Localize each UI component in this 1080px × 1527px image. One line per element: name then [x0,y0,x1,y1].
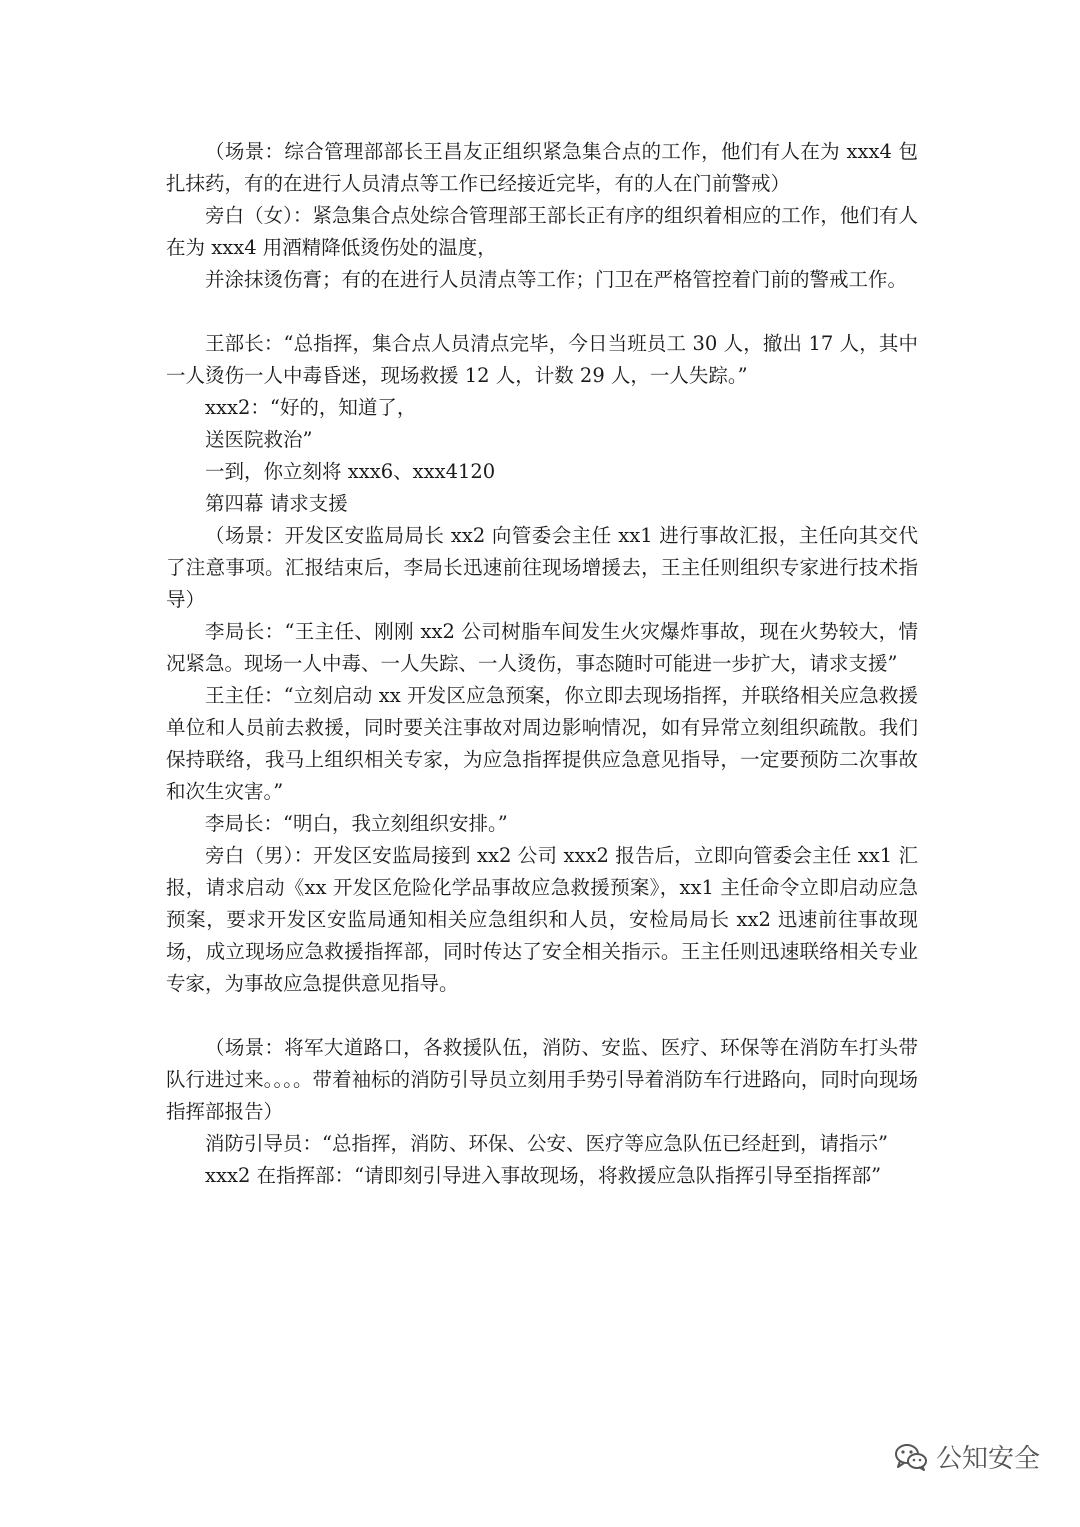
paragraph: （场景：综合管理部部长王昌友正组织紧急集合点的工作，他们有人在为 xxx4 包扎抹药，有的在进行人员清点等工作已经接近完毕，有的人在门前警戒） [166,140,918,195]
wechat-icon [894,1442,928,1472]
paragraph-gap [166,1000,918,1032]
paragraph: （场景：开发区安监局局长 xx2 向管委会主任 xx1 进行事故汇报，主任向其交代了注意事项。汇报结束后，李局长迅速前往现场增援去，王主任则组织专家进行技术指导） [166,524,918,611]
paragraph: （场景：将军大道路口，各救援队伍，消防、安监、医疗、环保等在消防车打头带队行进过来。。。。带着袖标的消防引导员立刻用手势引导着消防车行进路向，同时向现场指挥部报告） [166,1036,918,1123]
paragraph-gap [166,296,918,328]
paragraph: 王主任：“立刻启动 xx 开发区应急预案，你立即去现场指挥，并联络相关应急救援单位和人员前去救援，同时要关注事故对周边影响情况，如有异常立刻组织疏散。我们保持联络，我马上组织相关专家，为应急指挥提供应急意见指导，一定要预防二次事故和次生灾害。” [166,684,918,803]
section-heading: 第四幕 请求支援 [205,492,348,515]
paragraph: 旁白（女）：紧急集合点处综合管理部王部长正有序的组织着相应的工作，他们有人在为 xxx4 用酒精降低烫伤处的温度， [166,204,918,259]
paragraph: xxx2 在指挥部：“请即刻引导进入事故现场，将救援应急队指挥引导至指挥部” [205,1164,882,1187]
watermark-text: 公知安全 [935,1444,1040,1474]
paragraph: 李局长：“王主任、刚刚 xx2 公司树脂车间发生火灾爆炸事故，现在火势较大，情况紧急。现场一人中毒、一人失踪、一人烫伤，事态随时可能进一步扩大，请求支援” [166,620,918,675]
paragraph: 消防引导员：“总指挥，消防、环保、公安、医疗等应急队伍已经赶到，请指示” [205,1132,888,1155]
paragraph: 旁白（男）：开发区安监局接到 xx2 公司 xxx2 报告后，立即向管委会主任 xx1 汇报，请求启动《xx 开发区危险化学品事故应急救援预案》，xx1 主任命令立即启动应急预案，要求开发区安监局通知相关应急组织和人员，安检局局长 xx2 迅速前往事故现场，成立现场应急救援指挥部，同时传达了安全相关指示。王主任则迅速联络相关专业专家，为事故应急提供意见指导。 [166,844,918,995]
paragraph: 王部长：“总指挥，集合点人员清点完毕，今日当班员工 30 人，撤出 17 人，其中一人烫伤一人中毒昏迷，现场救援 12 人，计数 29 人，一人失踪。” [166,332,918,387]
document-body [166,136,918,1192]
paragraph: xxx2：“好的，知道了， [205,396,417,419]
paragraph: 李局长：“明白，我立刻组织安排。” [205,812,508,835]
paragraph: 送医院救治” [205,428,313,451]
watermark [894,1438,1040,1475]
paragraph: 一到，你立刻将 xxx6、xxx4120 [205,460,496,483]
paragraph: 并涂抹烫伤膏；有的在进行人员清点等工作；门卫在严格管控着门前的警戒工作。 [205,268,908,291]
